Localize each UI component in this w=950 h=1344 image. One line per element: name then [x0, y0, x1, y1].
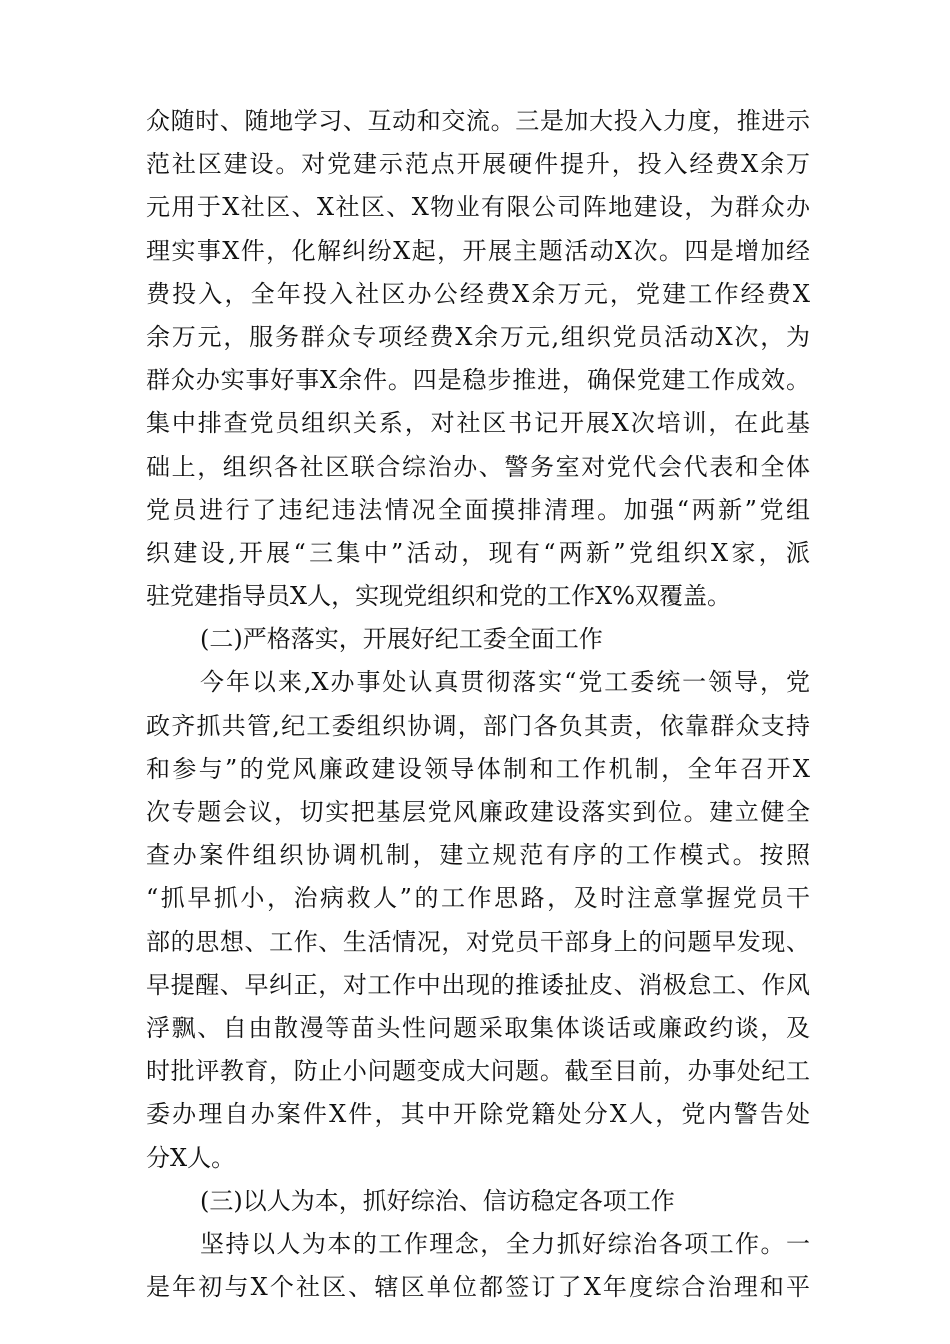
text-line: 时批评教育，防止小问题变成大问题。截至目前，办事处纪工: [146, 1057, 810, 1086]
text-line: 费投入，全年投入社区办公经费X余万元，党建工作经费X: [146, 279, 810, 308]
text-line: 余万元，服务群众专项经费X余万元,组织党员活动X次，为: [146, 322, 810, 351]
paragraph-last-line: 驻党建指导员X人，实现党组织和党的工作X%双覆盖。: [146, 582, 731, 611]
paragraph-first-line: 坚持以人为本的工作理念，全力抓好综治各项工作。一: [200, 1229, 810, 1258]
text-line: 范社区建设。对党建示范点开展硬件提升，投入经费X余万: [146, 150, 810, 179]
text-line: 础上，组织各社区联合综治办、警务室对党代会代表和全体: [146, 452, 810, 481]
text-line: 政齐抓共管,纪工委组织协调，部门各负其责，依靠群众支持: [146, 711, 810, 740]
text-line: 部的思想、工作、生活情况，对党员干部身上的问题早发现、: [146, 927, 810, 956]
text-line: 是年初与X个社区、辖区单位都签订了X年度综合治理和平: [146, 1273, 810, 1302]
text-line: 党员进行了违纪违法情况全面摸排清理。加强“两新”党组: [146, 495, 810, 524]
section-heading-2: (二)严格落实，开展好纪工委全面工作: [200, 625, 603, 654]
text-line: 次专题会议，切实把基层党风廉政建设落实到位。建立健全: [146, 798, 810, 826]
text-line: 委办理自办案件X件，其中开除党籍处分X人，党内警告处: [146, 1100, 810, 1129]
text-line: 查办案件组织协调机制，建立规范有序的工作模式。按照: [146, 841, 810, 870]
text-line: 群众办实事好事X余件。四是稳步推进，确保党建工作成效。: [146, 366, 810, 395]
text-line: 元用于X社区、X社区、X物业有限公司阵地建设，为群众办: [146, 193, 810, 222]
text-line: “抓早抓小，治病救人”的工作思路，及时注意掌握党员干: [146, 884, 810, 913]
paragraph-first-line: 今年以来,X办事处认真贯彻落实“党工委统一领导，党: [200, 668, 810, 697]
text-line: 早提醒、早纠正，对工作中出现的推诿扯皮、消极怠工、作风: [146, 970, 810, 999]
text-line: 浮飘、自由散漫等苗头性问题采取集体谈话或廉政约谈，及: [146, 1013, 810, 1042]
document-body: [146, 100, 810, 1309]
text-line: 集中排查党员组织关系，对社区书记开展X次培训，在此基: [146, 409, 810, 438]
text-line: 和参与”的党风廉政建设领导体制和工作机制，全年召开X: [146, 754, 810, 783]
text-line: 众随时、随地学习、互动和交流。三是加大投入力度，推进示: [146, 107, 810, 135]
section-heading-3: (三)以人为本，抓好综治、信访稳定各项工作: [200, 1186, 675, 1215]
paragraph-last-line: 分X人。: [146, 1143, 236, 1172]
text-line: 理实事X件，化解纠纷X起，开展主题活动X次。四是增加经: [146, 236, 810, 265]
text-line: 织建设,开展“三集中”活动，现有“两新”党组织X家，派: [146, 538, 810, 567]
